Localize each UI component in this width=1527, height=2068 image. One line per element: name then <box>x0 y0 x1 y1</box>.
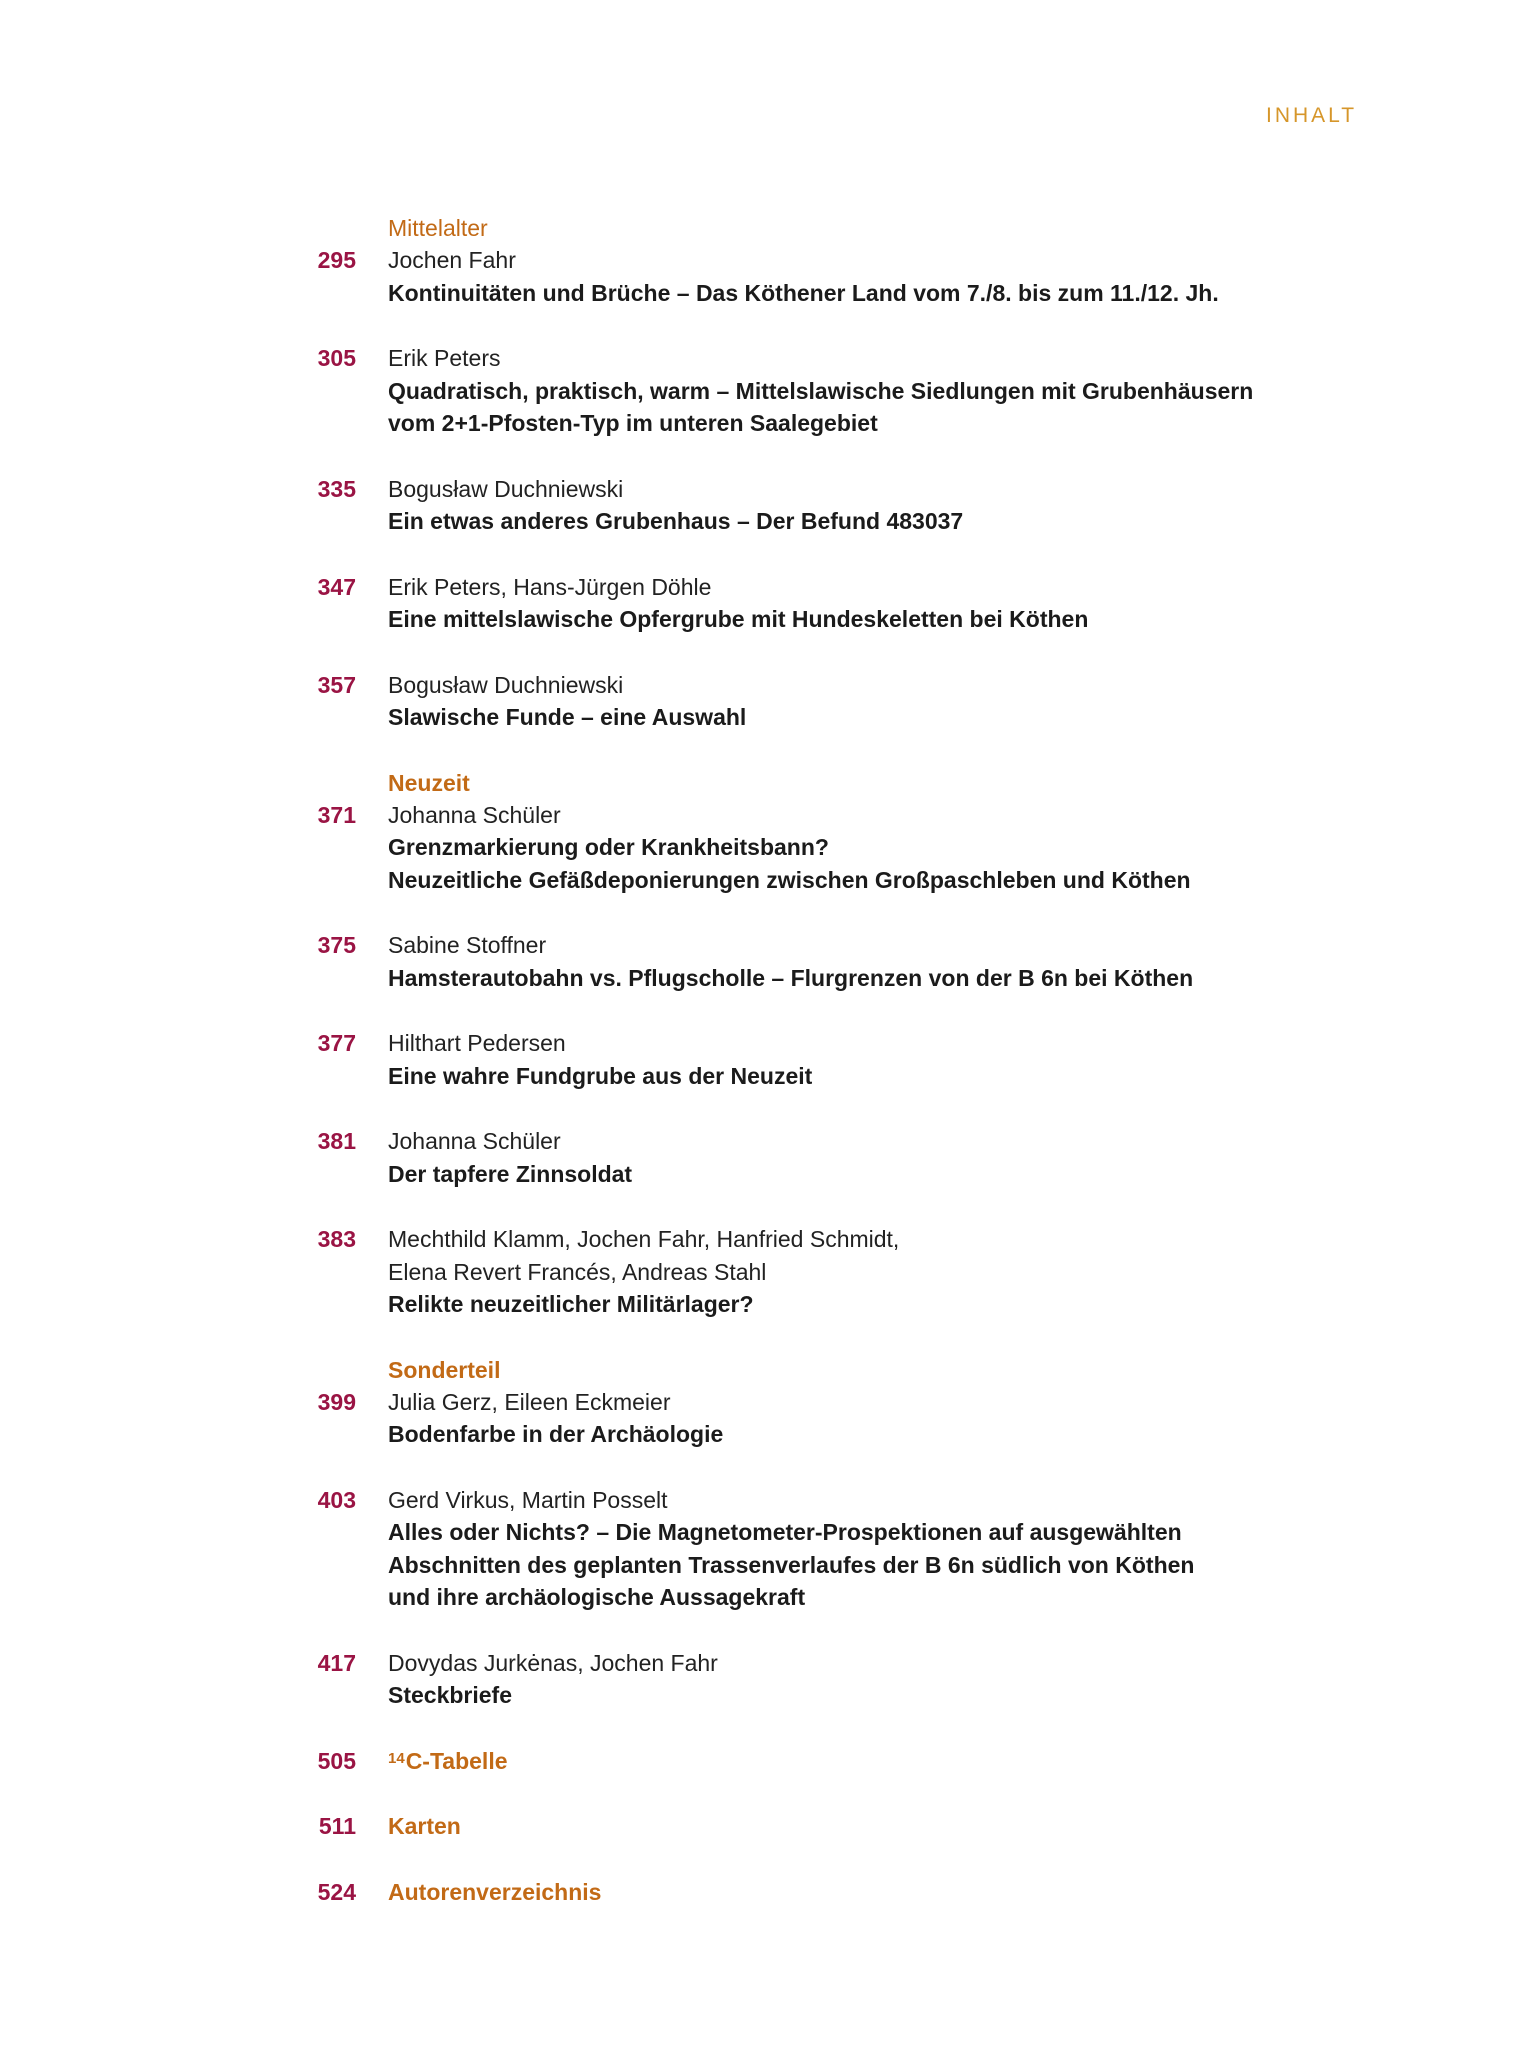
entry-title: Alles oder Nichts? – Die Magnetometer-Prospektionen auf ausgewählten Abschnitten des geplanten Trassenverlaufes der B 6n südlich von Köthen und ihre archäologische Aussagekraft <box>388 1519 1195 1610</box>
toc-entry <box>300 1876 1300 1909</box>
entry-authors: Mechthild Klamm, Jochen Fahr, Hanfried Schmidt, Elena Revert Francés, Andreas Stahl <box>388 1226 900 1285</box>
toc-entry <box>300 571 1300 636</box>
entry-authors: Sabine Stoffner <box>388 932 547 958</box>
entry-authors: Hilthart Pedersen <box>388 1030 566 1056</box>
section-neuzeit <box>300 767 1300 1321</box>
page-number: 305 <box>317 345 356 371</box>
page-number: 371 <box>317 801 356 828</box>
toc-entry <box>300 1125 1300 1190</box>
section-heading: Sonderteil <box>388 1356 501 1383</box>
toc-entry <box>300 1484 1300 1614</box>
section-heading: Neuzeit <box>388 769 470 796</box>
entry-title: Der tapfere Zinnsoldat <box>388 1160 633 1187</box>
page-number: 403 <box>317 1486 356 1513</box>
toc-entry <box>300 1223 1300 1321</box>
entry-authors: Gerd Virkus, Martin Posselt <box>388 1486 668 1513</box>
page-number: 417 <box>317 1649 356 1676</box>
entry-authors: Erik Peters, Hans-Jürgen Döhle <box>388 573 712 600</box>
page-number: 335 <box>317 475 356 502</box>
page-number: 377 <box>317 1030 356 1056</box>
isotope-superscript: 14 <box>388 1749 405 1767</box>
entry-title: Hamsterautobahn vs. Pflugscholle – Flurgrenzen von der B 6n bei Köthen <box>388 964 1194 991</box>
page-number: 357 <box>317 671 356 698</box>
page-number: 375 <box>317 932 356 958</box>
toc-entry <box>300 1386 1300 1451</box>
entry-title: Steckbriefe <box>388 1682 513 1708</box>
entry-title: Bodenfarbe in der Archäologie <box>388 1421 724 1447</box>
page-number: 381 <box>317 1128 356 1154</box>
toc-entry <box>300 929 1300 994</box>
entry-title: Autorenverzeichnis <box>388 1878 602 1905</box>
entry-authors: Bogusław Duchniewski <box>388 475 624 502</box>
page-number: 295 <box>317 247 356 273</box>
page-number: 524 <box>317 1878 356 1905</box>
toc-entry <box>300 1810 1300 1843</box>
entry-authors: Erik Peters <box>388 345 501 371</box>
entry-authors: Jochen Fahr <box>388 247 516 273</box>
entry-title: Slawische Funde – eine Auswahl <box>388 704 747 730</box>
entry-authors: Bogusław Duchniewski <box>388 671 624 698</box>
entry-title: Kontinuitäten und Brüche – Das Köthener Land vom 7./8. bis zum 11./12. Jh. <box>388 279 1219 306</box>
entry-title: Karten <box>388 1813 461 1839</box>
page-number: 383 <box>317 1226 356 1252</box>
page-number: 399 <box>317 1388 356 1415</box>
entry-title: Eine wahre Fundgrube aus der Neuzeit <box>388 1062 813 1089</box>
entry-title: Grenzmarkierung oder Krankheitsbann? Neuzeitliche Gefäßdeponierungen zwischen Großpaschleben und Köthen <box>388 834 1191 893</box>
entry-title: Ein etwas anderes Grubenhaus – Der Befund 483037 <box>388 508 964 534</box>
entry-authors: Dovydas Jurkėnas, Jochen Fahr <box>388 1649 718 1676</box>
toc-entry <box>300 244 1300 309</box>
entry-authors: Johanna Schüler <box>388 1128 561 1154</box>
toc-entry <box>300 1745 1300 1778</box>
entry-authors: Julia Gerz, Eileen Eckmeier <box>388 1388 671 1415</box>
running-head: INHALT <box>1266 104 1358 127</box>
entry-title <box>388 1745 1300 1778</box>
toc-entry <box>300 473 1300 538</box>
page-number: 511 <box>318 1813 356 1839</box>
toc-entry <box>300 669 1300 734</box>
toc-entry <box>300 1027 1300 1092</box>
toc-entry <box>300 1647 1300 1712</box>
entry-title: Eine mittelslawische Opfergrube mit Hundeskeletten bei Köthen <box>388 606 1089 632</box>
section-mittelalter <box>300 212 1300 734</box>
toc-entry <box>300 799 1300 897</box>
appendix-list <box>300 1745 1300 1909</box>
section-sonderteil <box>300 1354 1300 1712</box>
entry-title: Relikte neuzeitlicher Militärlager? <box>388 1291 754 1317</box>
entry-title: Quadratisch, praktisch, warm – Mittelslawische Siedlungen mit Grubenhäusern vom 2+1-Pfosten-Typ im unteren Saalegebiet <box>388 377 1254 436</box>
page-number: 347 <box>317 573 356 600</box>
entry-title-text: C-Tabelle <box>405 1747 508 1774</box>
section-heading: Mittelalter <box>388 215 488 241</box>
toc-entry <box>300 342 1300 440</box>
page-number: 505 <box>317 1747 356 1774</box>
entry-authors: Johanna Schüler <box>388 801 561 828</box>
table-of-contents <box>300 212 1300 1941</box>
